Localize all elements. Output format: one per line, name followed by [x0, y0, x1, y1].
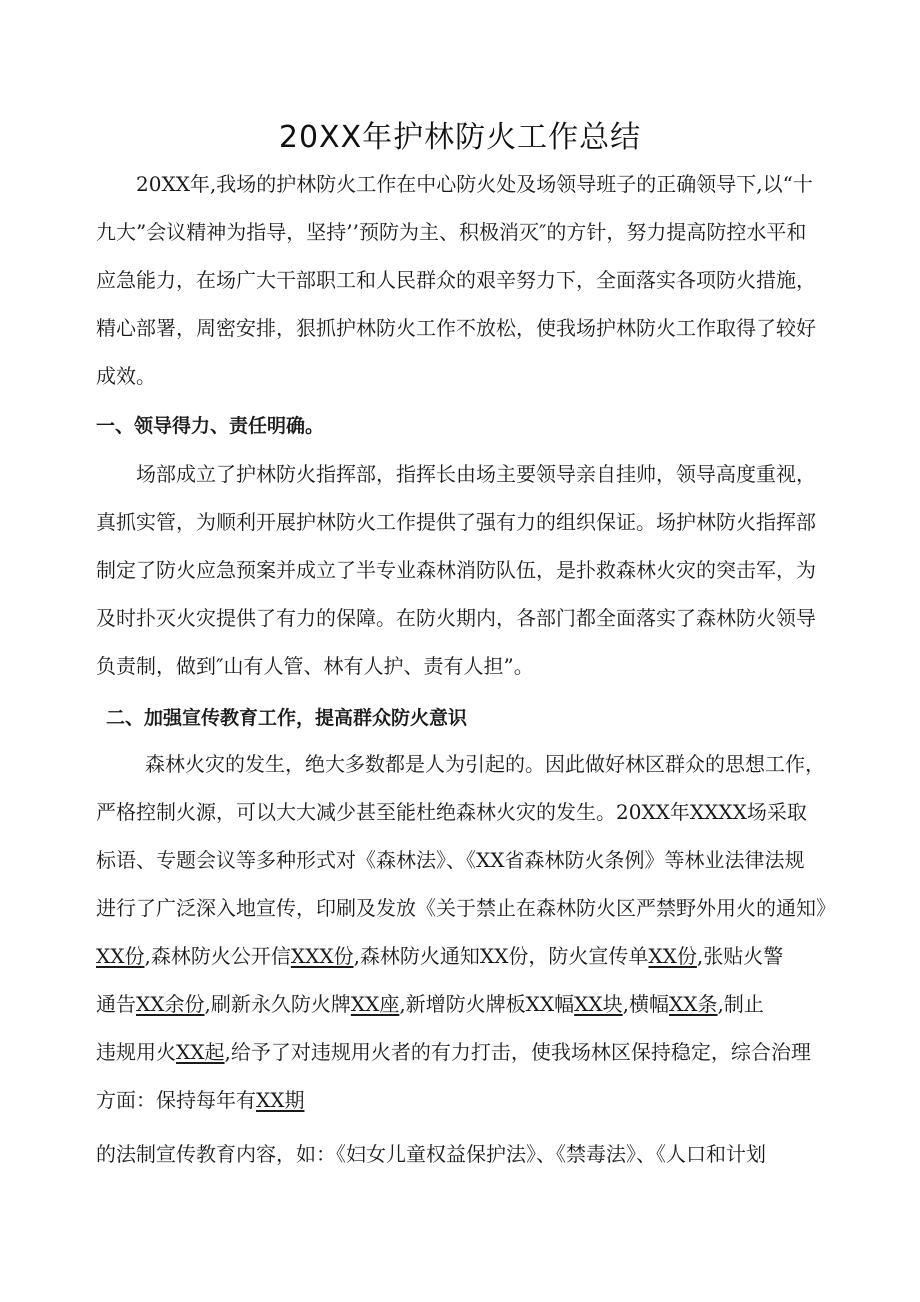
count-periods: XX期 [256, 1088, 305, 1112]
section2-line-3: 标语、专题会议等多种形式对《森林法》、《XX省森林防火条例》等林业法律法规 [96, 848, 805, 872]
intro-line-1: 20XX年,我场的护林防火工作在中心防火处及场领导班子的正确领导下,以“十 [136, 172, 813, 196]
document-title: 20XX年护林防火工作总结 [278, 120, 642, 155]
section2-line-5 [96, 942, 783, 970]
section1-heading: 一、领导得力、责任明确。 [96, 415, 325, 437]
section1-line-3: 制定了防火应急预案并成立了半专业森林消防队伍，是扑救森林火灾的突击军，为 [96, 558, 816, 582]
text-segment: ,森林防火通知XX份，防火宣传单 [353, 944, 649, 968]
section2-line-6 [96, 990, 764, 1018]
section1-line-2: 真抓实管，为顺利开展护林防火工作提供了强有力的组织保证。场护林防火指挥部 [96, 510, 816, 534]
section2-line-2: 严格控制火源，可以大大减少甚至能杜绝森林火灾的发生。20XX年XXXX场采取 [96, 800, 807, 824]
intro-line-2: 九大”会议精神为指导，坚持’’预防为主、积极消灭″的方针，努力提高防控水平和 [96, 220, 807, 244]
intro-line-5: 成效。 [96, 364, 156, 388]
count-violations: XX起 [176, 1040, 225, 1064]
text-segment: 方面：保持每年有 [96, 1088, 256, 1112]
text-segment: ,森林防火公开信 [144, 944, 291, 968]
count-banner: XX条 [669, 992, 718, 1016]
text-segment: 通告 [96, 992, 136, 1016]
text-segment: ,制止 [717, 992, 764, 1016]
section2-heading: 二、加强宣传教育工作，提高群众防火意识 [106, 707, 468, 729]
count-board: XX块 [574, 992, 623, 1016]
section2-line-7 [96, 1038, 811, 1066]
count-open-letter: XXX份 [290, 944, 354, 968]
intro-line-4: 精心部署，周密安排，狠抓护林防火工作不放松，使我场护林防火工作取得了较好 [96, 316, 816, 340]
section2-line-1: 森林火灾的发生，绝大多数都是人为引起的。因此做好林区群众的思想工作， [145, 752, 825, 776]
count-notice: XX份 [96, 944, 145, 968]
section2-line-4: 进行了广泛深入地宣传，印刷及发放《关于禁止在森林防火区严禁野外用火的通知》 [96, 896, 836, 920]
section1-line-1: 场部成立了护林防火指挥部，指挥长由场主要领导亲自挂帅，领导高度重视， [136, 462, 816, 486]
section1-line-5: 负责制，做到″山有人管、林有人护、责有人担”。 [96, 654, 534, 678]
text-segment: ,给予了对违规用火者的有力打击，使我场林区保持稳定，综合治理 [224, 1040, 811, 1064]
text-segment: ,张贴火警 [696, 944, 784, 968]
section2-line-8 [96, 1086, 304, 1114]
section1-line-4: 及时扑灭火灾提供了有力的保障。在防火期内，各部门都全面落实了森林防火领导 [96, 606, 816, 630]
count-alert-notice: XX余份 [136, 992, 205, 1016]
text-segment: ,刷新永久防火牌 [204, 992, 351, 1016]
intro-line-3: 应急能力，在场广大干部职工和人民群众的艰辛努力下，全面落实各项防火措施， [96, 268, 816, 292]
text-segment: ,新增防火牌板XX幅 [399, 992, 575, 1016]
count-permanent-sign: XX座 [350, 992, 400, 1016]
text-segment: ,横幅 [622, 992, 670, 1016]
count-leaflet: XX份 [648, 944, 697, 968]
section2-line-9: 的法制宣传教育内容，如：《妇女儿童权益保护法》、《禁毒法》、《人口和计划 [96, 1142, 766, 1166]
text-segment: 违规用火 [96, 1040, 176, 1064]
